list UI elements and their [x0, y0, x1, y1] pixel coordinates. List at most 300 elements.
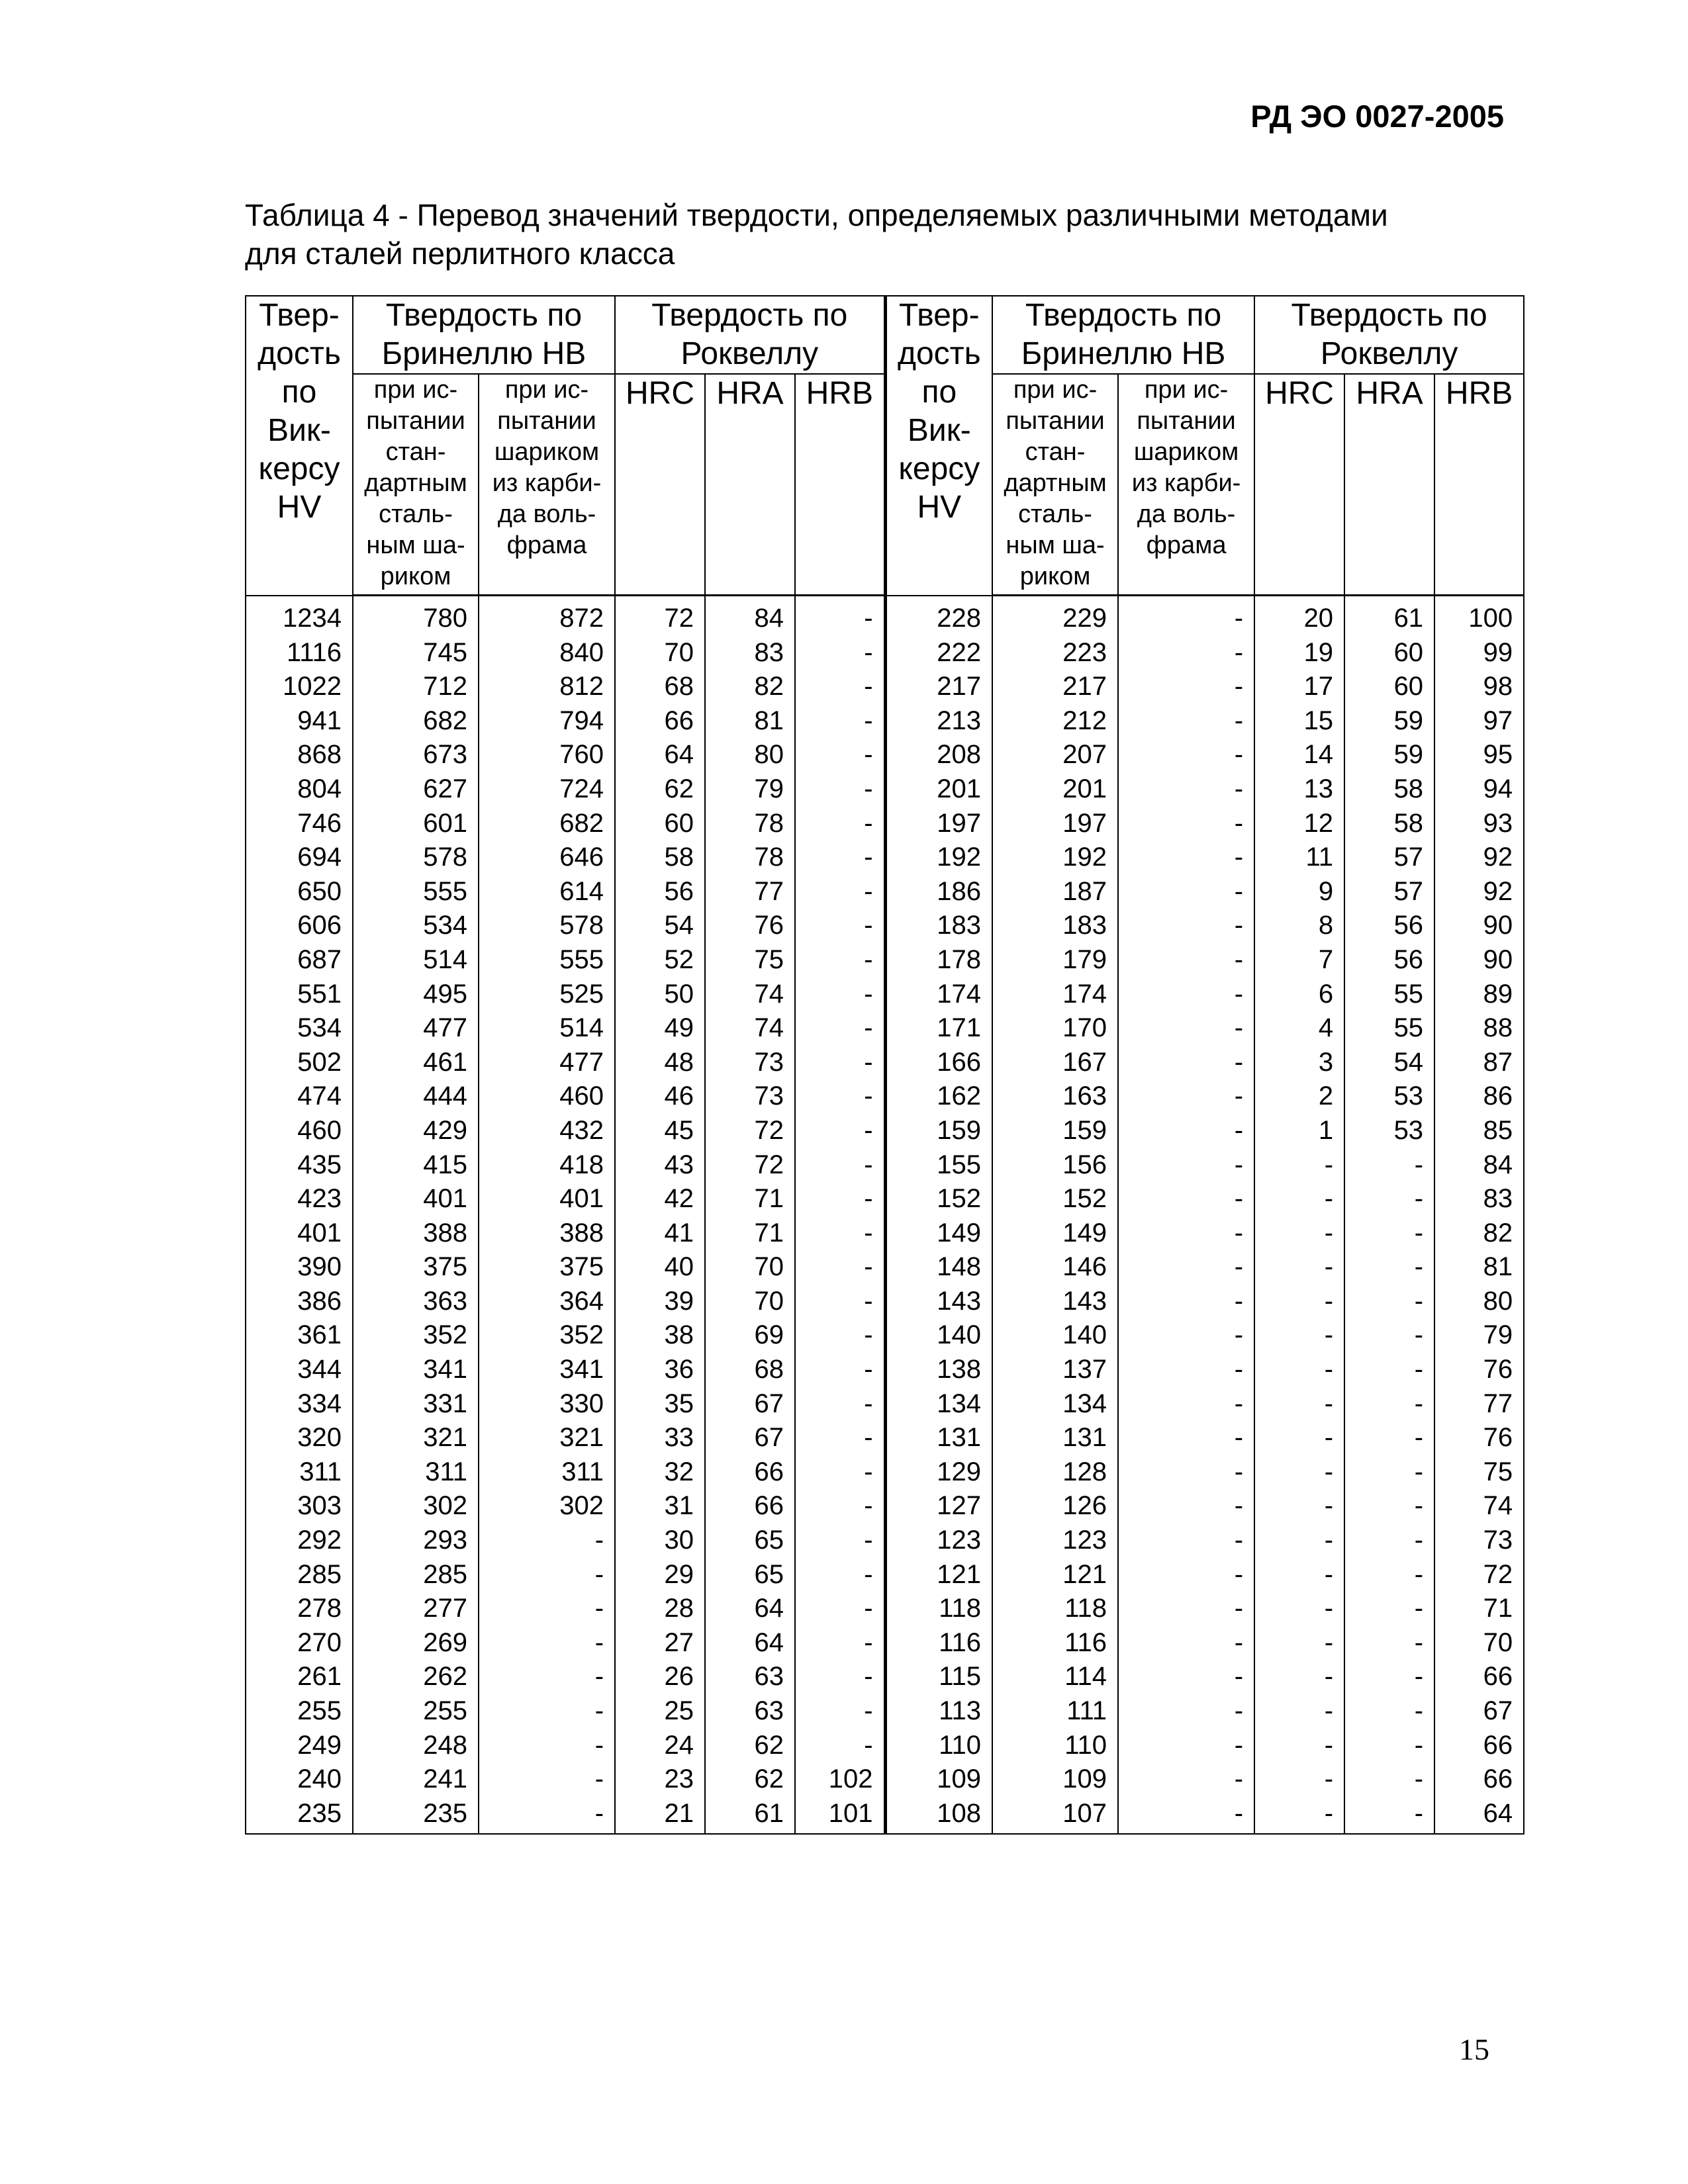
table-cell: -: [1118, 1250, 1254, 1285]
table-cell: 278: [246, 1592, 353, 1626]
table-cell: -: [795, 807, 885, 841]
table-cell: -: [1254, 1455, 1344, 1490]
header-hrc-right: HRC: [1254, 374, 1344, 596]
table-cell: 74: [705, 1011, 795, 1046]
table-cell: 29: [615, 1558, 705, 1592]
table-cell: 183: [992, 909, 1118, 943]
table-cell: 97: [1434, 704, 1524, 739]
table-cell: 128: [992, 1455, 1118, 1490]
table-cell: 73: [705, 1079, 795, 1114]
table-cell: -: [1118, 1046, 1254, 1080]
header-hra-left: HRA: [705, 374, 795, 596]
table-cell: 650: [246, 875, 353, 909]
table-cell: -: [1254, 1353, 1344, 1387]
table-cell: 390: [246, 1250, 353, 1285]
table-cell: 83: [705, 636, 795, 670]
table-cell: -: [1254, 1318, 1344, 1353]
table-cell: -: [1344, 1148, 1434, 1183]
table-cell: 262: [353, 1660, 479, 1694]
table-cell: 56: [615, 875, 705, 909]
table-cell: 208: [885, 738, 992, 772]
table-cell: -: [1344, 1489, 1434, 1524]
table-cell: 83: [1434, 1182, 1524, 1216]
table-cell: 352: [353, 1318, 479, 1353]
table-cell: 235: [246, 1797, 353, 1835]
table-cell: -: [1344, 1797, 1434, 1835]
table-cell: 534: [246, 1011, 353, 1046]
table-cell: 229: [992, 596, 1118, 636]
table-cell: 121: [992, 1558, 1118, 1592]
table-cell: 460: [479, 1079, 615, 1114]
table-cell: -: [795, 1660, 885, 1694]
table-cell: 386: [246, 1285, 353, 1319]
table-cell: 48: [615, 1046, 705, 1080]
table-cell: 63: [705, 1660, 795, 1694]
table-cell: -: [1118, 875, 1254, 909]
table-cell: 217: [992, 670, 1118, 704]
header-hra-right: HRA: [1344, 374, 1434, 596]
table-cell: 121: [885, 1558, 992, 1592]
table-cell: 114: [992, 1660, 1118, 1694]
table-cell: 321: [479, 1421, 615, 1455]
table-row: [246, 1524, 1524, 1558]
table-cell: 52: [615, 943, 705, 978]
table-cell: 3: [1254, 1046, 1344, 1080]
table-cell: 25: [615, 1694, 705, 1729]
table-cell: 39: [615, 1285, 705, 1319]
table-cell: 444: [353, 1079, 479, 1114]
table-cell: 460: [246, 1114, 353, 1148]
table-cell: -: [795, 909, 885, 943]
table-cell: 401: [353, 1182, 479, 1216]
table-cell: -: [1254, 1250, 1344, 1285]
table-cell: 131: [885, 1421, 992, 1455]
table-row: [246, 943, 1524, 978]
table-row: [246, 738, 1524, 772]
table-cell: 78: [705, 841, 795, 875]
table-cell: 68: [705, 1353, 795, 1387]
table-cell: 601: [353, 807, 479, 841]
table-cell: -: [1118, 738, 1254, 772]
table-cell: 76: [1434, 1353, 1524, 1387]
table-cell: 86: [1434, 1079, 1524, 1114]
table-cell: 364: [479, 1285, 615, 1319]
table-cell: 432: [479, 1114, 615, 1148]
table-cell: -: [1344, 1592, 1434, 1626]
table-cell: 92: [1434, 875, 1524, 909]
table-cell: 23: [615, 1762, 705, 1797]
table-cell: 66: [615, 704, 705, 739]
table-cell: -: [1118, 841, 1254, 875]
table-cell: -: [1118, 596, 1254, 636]
table-cell: -: [1344, 1285, 1434, 1319]
table-cell: 941: [246, 704, 353, 739]
table-cell: 56: [1344, 909, 1434, 943]
header-rockwell-right: Твердость по Роквеллу: [1254, 296, 1524, 374]
table-cell: 60: [1344, 636, 1434, 670]
table-cell: 285: [353, 1558, 479, 1592]
table-cell: 388: [353, 1216, 479, 1251]
table-cell: -: [1118, 943, 1254, 978]
table-cell: 98: [1434, 670, 1524, 704]
table-cell: 302: [479, 1489, 615, 1524]
table-cell: -: [795, 1114, 885, 1148]
table-cell: 70: [705, 1285, 795, 1319]
table-cell: -: [1118, 1592, 1254, 1626]
table-cell: 116: [885, 1626, 992, 1661]
table-cell: -: [795, 1148, 885, 1183]
table-cell: 401: [246, 1216, 353, 1251]
table-cell: -: [1344, 1318, 1434, 1353]
table-cell: -: [1344, 1421, 1434, 1455]
table-cell: 334: [246, 1387, 353, 1422]
table-cell: 53: [1344, 1079, 1434, 1114]
table-cell: -: [1344, 1387, 1434, 1422]
table-cell: 123: [992, 1524, 1118, 1558]
table-cell: 81: [705, 704, 795, 739]
table-row: [246, 1660, 1524, 1694]
table-cell: 57: [1344, 841, 1434, 875]
table-cell: 24: [615, 1729, 705, 1763]
table-cell: 255: [353, 1694, 479, 1729]
table-cell: 344: [246, 1353, 353, 1387]
table-row: [246, 670, 1524, 704]
table-cell: 138: [885, 1353, 992, 1387]
table-cell: 712: [353, 670, 479, 704]
table-cell: 207: [992, 738, 1118, 772]
table-cell: 162: [885, 1079, 992, 1114]
table-row: [246, 875, 1524, 909]
table-cell: -: [1118, 1148, 1254, 1183]
table-cell: 1116: [246, 636, 353, 670]
table-cell: 134: [992, 1387, 1118, 1422]
table-cell: 28: [615, 1592, 705, 1626]
table-cell: 115: [885, 1660, 992, 1694]
table-cell: 85: [1434, 1114, 1524, 1148]
table-cell: 68: [615, 670, 705, 704]
table-cell: 11: [1254, 841, 1344, 875]
table-cell: 361: [246, 1318, 353, 1353]
table-cell: 84: [1434, 1148, 1524, 1183]
table-cell: -: [795, 596, 885, 636]
table-cell: 555: [353, 875, 479, 909]
table-cell: 56: [1344, 943, 1434, 978]
table-row: [246, 1455, 1524, 1490]
table-cell: 94: [1434, 772, 1524, 807]
table-cell: -: [1118, 1762, 1254, 1797]
table-row: [246, 841, 1524, 875]
table-cell: 116: [992, 1626, 1118, 1661]
table-cell: 70: [615, 636, 705, 670]
table-cell: -: [795, 704, 885, 739]
table-cell: 64: [705, 1626, 795, 1661]
table-cell: -: [1254, 1421, 1344, 1455]
table-cell: 166: [885, 1046, 992, 1080]
table-cell: 66: [1434, 1729, 1524, 1763]
table-cell: 415: [353, 1148, 479, 1183]
table-cell: 171: [885, 1011, 992, 1046]
table-cell: 341: [353, 1353, 479, 1387]
table-cell: 84: [705, 596, 795, 636]
table-cell: 61: [1344, 596, 1434, 636]
table-cell: 178: [885, 943, 992, 978]
table-cell: -: [1118, 1797, 1254, 1835]
table-cell: 156: [992, 1148, 1118, 1183]
table-cell: 40: [615, 1250, 705, 1285]
header-vickers-right: Твер-дость по Вик-керсу HV: [885, 296, 992, 596]
table-cell: 43: [615, 1148, 705, 1183]
header-hrb-left: HRB: [795, 374, 885, 596]
table-cell: 80: [1434, 1285, 1524, 1319]
table-cell: 152: [885, 1182, 992, 1216]
table-cell: 70: [1434, 1626, 1524, 1661]
table-cell: -: [795, 1729, 885, 1763]
table-cell: 292: [246, 1524, 353, 1558]
table-cell: -: [479, 1660, 615, 1694]
table-cell: -: [1118, 1455, 1254, 1490]
table-row: [246, 1353, 1524, 1387]
table-cell: 302: [353, 1489, 479, 1524]
table-cell: 137: [992, 1353, 1118, 1387]
table-cell: 143: [885, 1285, 992, 1319]
table-cell: 55: [1344, 978, 1434, 1012]
table-cell: -: [1254, 1762, 1344, 1797]
table-cell: -: [1118, 1421, 1254, 1455]
table-cell: 868: [246, 738, 353, 772]
table-cell: 375: [479, 1250, 615, 1285]
table-cell: 64: [615, 738, 705, 772]
table-cell: 32: [615, 1455, 705, 1490]
table-cell: 46: [615, 1079, 705, 1114]
table-cell: -: [1118, 978, 1254, 1012]
table-cell: 80: [705, 738, 795, 772]
header-brinell-left: Твердость по Бринеллю НВ: [353, 296, 615, 374]
table-cell: 1234: [246, 596, 353, 636]
table-cell: -: [1344, 1250, 1434, 1285]
table-cell: -: [795, 1524, 885, 1558]
table-cell: 9: [1254, 875, 1344, 909]
table-row: [246, 807, 1524, 841]
table-row: [246, 1182, 1524, 1216]
table-cell: 67: [705, 1387, 795, 1422]
table-cell: 13: [1254, 772, 1344, 807]
table-cell: 179: [992, 943, 1118, 978]
table-cell: 62: [705, 1729, 795, 1763]
table-cell: 578: [479, 909, 615, 943]
table-cell: 187: [992, 875, 1118, 909]
table-row: [246, 1762, 1524, 1797]
table-cell: -: [795, 1626, 885, 1661]
table-cell: 101: [795, 1797, 885, 1835]
table-cell: -: [795, 1387, 885, 1422]
table-cell: 2: [1254, 1079, 1344, 1114]
table-cell: 303: [246, 1489, 353, 1524]
table-cell: 694: [246, 841, 353, 875]
table-cell: 163: [992, 1079, 1118, 1114]
table-cell: -: [1118, 1524, 1254, 1558]
table-cell: 269: [353, 1626, 479, 1661]
table-row: [246, 1592, 1524, 1626]
table-cell: -: [1254, 1148, 1344, 1183]
table-row: [246, 1250, 1524, 1285]
table-cell: 77: [705, 875, 795, 909]
table-cell: -: [795, 1455, 885, 1490]
table-cell: -: [479, 1524, 615, 1558]
table-cell: -: [479, 1592, 615, 1626]
table-row: [246, 1421, 1524, 1455]
table-row: [246, 909, 1524, 943]
table-cell: -: [1344, 1182, 1434, 1216]
table-cell: 321: [353, 1421, 479, 1455]
table-cell: 201: [992, 772, 1118, 807]
table-cell: 606: [246, 909, 353, 943]
table-cell: 724: [479, 772, 615, 807]
table-row: [246, 1285, 1524, 1319]
table-cell: 54: [1344, 1046, 1434, 1080]
table-cell: 71: [1434, 1592, 1524, 1626]
table-cell: 804: [246, 772, 353, 807]
table-cell: 20: [1254, 596, 1344, 636]
table-row: [246, 1148, 1524, 1183]
table-cell: 270: [246, 1626, 353, 1661]
table-cell: -: [795, 1421, 885, 1455]
table-cell: -: [1118, 704, 1254, 739]
table-row: [246, 1216, 1524, 1251]
table-cell: 72: [615, 596, 705, 636]
table-cell: 170: [992, 1011, 1118, 1046]
table-cell: 14: [1254, 738, 1344, 772]
table-cell: -: [1118, 1182, 1254, 1216]
table-cell: -: [1118, 1285, 1254, 1319]
table-cell: 174: [992, 978, 1118, 1012]
table-cell: -: [1254, 1729, 1344, 1763]
table-cell: 45: [615, 1114, 705, 1148]
table-cell: 109: [992, 1762, 1118, 1797]
table-cell: 8: [1254, 909, 1344, 943]
table-cell: -: [795, 772, 885, 807]
table-row: [246, 1011, 1524, 1046]
table-cell: 197: [885, 807, 992, 841]
table-cell: 17: [1254, 670, 1344, 704]
table-cell: 140: [885, 1318, 992, 1353]
table-cell: 127: [885, 1489, 992, 1524]
table-cell: 261: [246, 1660, 353, 1694]
header-row-subcolumns: [246, 374, 1524, 596]
table-cell: 81: [1434, 1250, 1524, 1285]
table-cell: -: [1254, 1592, 1344, 1626]
table-cell: 36: [615, 1353, 705, 1387]
table-cell: -: [795, 1694, 885, 1729]
table-cell: 277: [353, 1592, 479, 1626]
table-cell: -: [795, 978, 885, 1012]
table-cell: 71: [705, 1216, 795, 1251]
table-cell: 76: [1434, 1421, 1524, 1455]
table-cell: -: [1254, 1489, 1344, 1524]
table-cell: 123: [885, 1524, 992, 1558]
table-cell: 58: [615, 841, 705, 875]
table-cell: -: [479, 1729, 615, 1763]
table-cell: 54: [615, 909, 705, 943]
table-cell: -: [1118, 1694, 1254, 1729]
table-cell: -: [479, 1762, 615, 1797]
table-cell: 241: [353, 1762, 479, 1797]
table-cell: 73: [705, 1046, 795, 1080]
header-vickers-left: Твер-дость по Вик-керсу HV: [246, 296, 353, 596]
table-cell: 872: [479, 596, 615, 636]
table-cell: -: [795, 738, 885, 772]
table-row: [246, 1318, 1524, 1353]
table-cell: 58: [1344, 807, 1434, 841]
table-cell: -: [1344, 1626, 1434, 1661]
table-cell: 79: [705, 772, 795, 807]
table-cell: 64: [1434, 1797, 1524, 1835]
table-cell: -: [1344, 1660, 1434, 1694]
table-cell: 110: [885, 1729, 992, 1763]
table-cell: 143: [992, 1285, 1118, 1319]
table-cell: 129: [885, 1455, 992, 1490]
table-cell: 74: [1434, 1489, 1524, 1524]
table-cell: 330: [479, 1387, 615, 1422]
table-cell: 212: [992, 704, 1118, 739]
table-cell: 7: [1254, 943, 1344, 978]
table-cell: 38: [615, 1318, 705, 1353]
table-cell: 213: [885, 704, 992, 739]
table-row: [246, 1694, 1524, 1729]
table-cell: 70: [705, 1250, 795, 1285]
table-cell: 363: [353, 1285, 479, 1319]
table-cell: 50: [615, 978, 705, 1012]
table-cell: -: [1118, 1353, 1254, 1387]
header-brinell-carbide-ball-left: при ис-пытании шариком из карби-да воль-фрама: [479, 374, 615, 596]
table-cell: -: [479, 1558, 615, 1592]
table-cell: 66: [705, 1455, 795, 1490]
table-cell: -: [1254, 1558, 1344, 1592]
table-cell: 249: [246, 1729, 353, 1763]
table-cell: -: [1344, 1762, 1434, 1797]
table-cell: -: [795, 875, 885, 909]
table-cell: 551: [246, 978, 353, 1012]
table-cell: 248: [353, 1729, 479, 1763]
table-row: [246, 1797, 1524, 1835]
table-cell: 285: [246, 1558, 353, 1592]
table-cell: 71: [705, 1182, 795, 1216]
table-cell: 89: [1434, 978, 1524, 1012]
header-brinell-standard-ball-left: при ис-пытании стан-дартным сталь-ным ша-риком: [353, 374, 479, 596]
table-cell: 72: [705, 1114, 795, 1148]
table-cell: 341: [479, 1353, 615, 1387]
table-cell: 152: [992, 1182, 1118, 1216]
table-cell: -: [1254, 1285, 1344, 1319]
table-cell: -: [1118, 1318, 1254, 1353]
table-cell: 780: [353, 596, 479, 636]
table-cell: -: [1118, 1660, 1254, 1694]
table-cell: 614: [479, 875, 615, 909]
table-cell: 100: [1434, 596, 1524, 636]
table-cell: 111: [992, 1694, 1118, 1729]
table-cell: -: [795, 1353, 885, 1387]
table-cell: 461: [353, 1046, 479, 1080]
caption-line-1: Таблица 4 - Перевод значений твердости, определяемых различными методами: [245, 198, 1388, 232]
table-cell: -: [1344, 1353, 1434, 1387]
table-cell: 15: [1254, 704, 1344, 739]
caption-line-2: для сталей перлитного класса: [245, 236, 675, 271]
table-cell: 30: [615, 1524, 705, 1558]
table-cell: -: [795, 1216, 885, 1251]
table-cell: 108: [885, 1797, 992, 1835]
table-cell: 21: [615, 1797, 705, 1835]
table-cell: 311: [246, 1455, 353, 1490]
table-cell: 35: [615, 1387, 705, 1422]
